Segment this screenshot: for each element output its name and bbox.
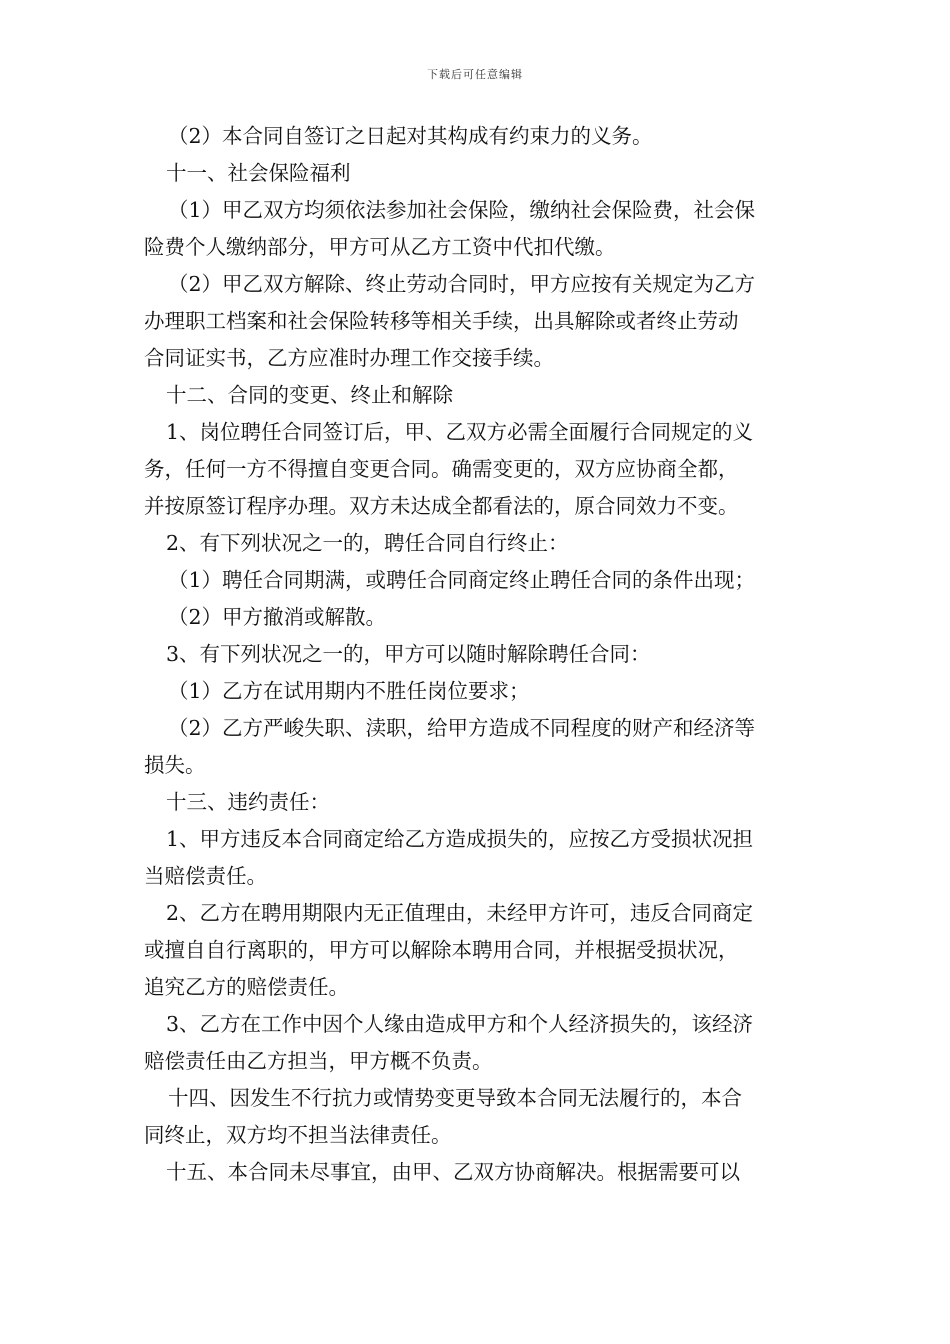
paragraph-line: （1）乙方在试用期内不胜任岗位要求；	[168, 679, 530, 703]
paragraph-line: 并按原签订程序办理。双方未达成全都看法的，原合同效力不变。	[144, 494, 739, 518]
paragraph-line: 十三、违约责任：	[166, 790, 330, 814]
paragraph-line: 务，任何一方不得擅自变更合同。确需变更的，双方应协商全都，	[144, 457, 739, 481]
paragraph-line: 追究乙方的赔偿责任。	[144, 975, 349, 999]
paragraph-line: （1）甲乙双方均须依法参加社会保险，缴纳社会保险费，社会保	[168, 198, 756, 222]
paragraph-line: 1、甲方违反本合同商定给乙方造成损失的，应按乙方受损状况担	[166, 827, 754, 851]
document-body	[144, 118, 808, 1191]
paragraph-line: 十一、社会保险福利	[166, 161, 351, 185]
page-header: 下载后可任意编辑	[427, 68, 523, 81]
paragraph-line: 3、有下列状况之一的，甲方可以随时解除聘任合同：	[166, 642, 651, 666]
paragraph-line: 2、有下列状况之一的，聘任合同自行终止：	[166, 531, 569, 555]
paragraph-line: 十五、本合同未尽事宜，由甲、乙双方协商解决。根据需要可以	[166, 1160, 740, 1184]
paragraph-line: 或擅自自行离职的，甲方可以解除本聘用合同，并根据受损状况，	[144, 938, 739, 962]
paragraph-line: 损失。	[144, 753, 206, 777]
paragraph-line: （2）本合同自签订之日起对其构成有约束力的义务。	[168, 124, 653, 148]
paragraph-line: 办理职工档案和社会保险转移等相关手续，出具解除或者终止劳动	[144, 309, 739, 333]
paragraph-line: 合同证实书，乙方应准时办理工作交接手续。	[144, 346, 554, 370]
paragraph-line: 当赔偿责任。	[144, 864, 267, 888]
paragraph-line: （2）甲乙双方解除、终止劳动合同时，甲方应按有关规定为乙方	[168, 272, 756, 296]
paragraph-line: 险费个人缴纳部分，甲方可从乙方工资中代扣代缴。	[144, 235, 616, 259]
paragraph-line: 赔偿责任由乙方担当，甲方概不负责。	[144, 1049, 493, 1073]
paragraph-line: 3、乙方在工作中因个人缘由造成甲方和个人经济损失的，该经济	[166, 1012, 754, 1036]
paragraph-line: （2）甲方撤消或解散。	[168, 605, 387, 629]
paragraph-line: 十四、因发生不行抗力或情势变更导致本合同无法履行的，本合	[168, 1086, 742, 1110]
paragraph-line: 同终止，双方均不担当法律责任。	[144, 1123, 452, 1147]
paragraph-line: 2、乙方在聘用期限内无正值理由，未经甲方许可，违反合同商定	[166, 901, 754, 925]
paragraph-line: （2）乙方严峻失职、渎职，给甲方造成不同程度的财产和经济等	[168, 716, 756, 740]
paragraph-line: 1、岗位聘任合同签订后，甲、乙双方必需全面履行合同规定的义	[166, 420, 754, 444]
paragraph-line: （1）聘任合同期满，或聘任合同商定终止聘任合同的条件出现；	[168, 568, 756, 592]
paragraph-line: 十二、合同的变更、终止和解除	[166, 383, 453, 407]
